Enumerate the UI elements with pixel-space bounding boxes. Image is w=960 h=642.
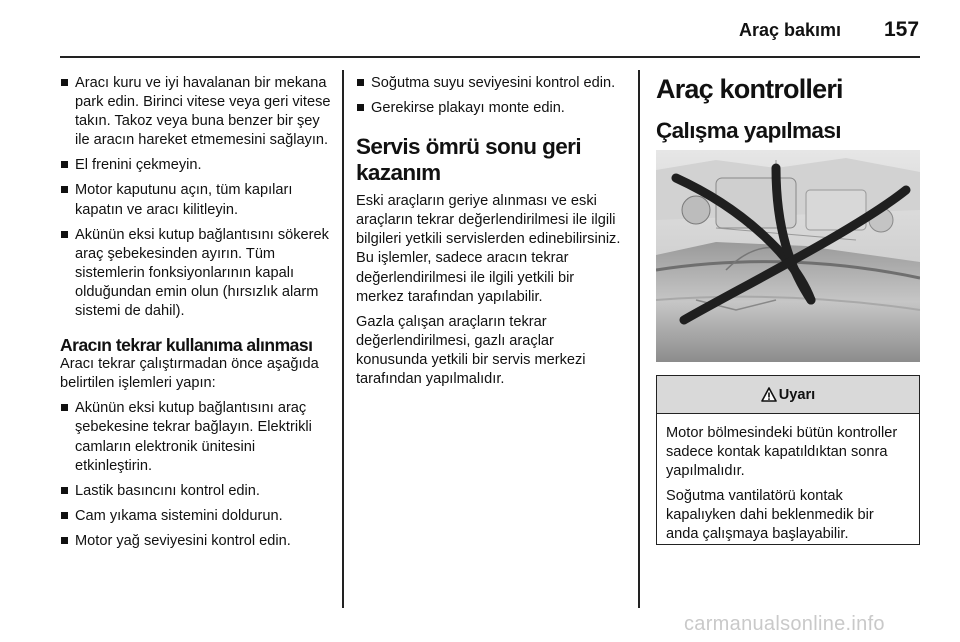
column-divider-right: [638, 70, 640, 608]
recommission-heading: Aracın tekrar kullanıma alınması: [60, 335, 313, 356]
list-item: Gerekirse plakayı monte edin.: [356, 99, 626, 118]
warning-box: [656, 375, 920, 545]
section-title: Araç bakımı: [739, 20, 842, 40]
list-item: El frenini çekmeyin.: [60, 156, 332, 175]
recommission-steps-list-continued: [356, 74, 626, 118]
warning-paragraph: Motor bölmesindeki bütün kontroller sadece kontak kapatıldıktan sonra yapılmalıdır.: [666, 425, 898, 480]
gas-vehicle-paragraph: Gazla çalışan araçların tekrar değerlendirilmesi, gazlı araçlar konusunda yetkili bir servis merkezi tarafından yapılmalıdır.: [356, 313, 586, 388]
recommission-steps-list: [60, 399, 332, 551]
column-divider-left: [342, 70, 344, 608]
page-header: [0, 0, 960, 56]
bullet-square-icon: [357, 104, 364, 111]
bullet-square-icon: [61, 487, 68, 494]
list-item: Lastik basıncını kontrol edin.: [60, 482, 332, 501]
list-item: Motor yağ seviyesini kontrol edin.: [60, 532, 332, 551]
vehicle-checks-title: Araç kontrolleri: [656, 74, 843, 104]
bullet-square-icon: [61, 231, 68, 238]
column-3: [656, 74, 920, 144]
list-item: Akünün eksi kutup bağlantısını araç şebekesine tekrar bağlayın. Elektrikli camların elektronik ünitesini etkinleştirin.: [60, 399, 332, 475]
recommission-intro: Aracı tekrar çalıştırmadan önce aşağıda belirtilen işlemleri yapın:: [60, 356, 319, 392]
warning-body: [657, 414, 919, 545]
site-watermark: carmanualsonline.info: [684, 613, 885, 635]
performing-work-subtitle: Çalışma yapılması: [656, 118, 841, 143]
warning-triangle-icon: [761, 387, 777, 403]
bullet-square-icon: [61, 404, 68, 411]
list-item: Aracı kuru ve iyi havalanan bir mekana park edin. Birinci vitese veya geri vitese takın. Takoz veya buna benzer bir şey ile aracın hareket etmemesini sağlayın.: [60, 74, 332, 150]
column-1: [60, 74, 332, 557]
end-of-life-paragraph: Eski araçların geriye alınması ve eski araçların tekrar değerlendirilmesi ile ilgili bilgileri yetkili servislerden edinebilirsiniz. Bu işlemler, sadece aracın tekrar değerlendirilmesi ile ilgili yetkili bir merkez tarafından yapılabilir.: [356, 193, 621, 305]
header-rule: [60, 56, 920, 58]
list-item: Cam yıkama sistemini doldurun.: [60, 507, 332, 526]
page-number: 157: [884, 18, 920, 41]
warning-header: [657, 376, 919, 414]
engine-bay-photo: [656, 150, 920, 362]
bullet-square-icon: [61, 186, 68, 193]
bullet-square-icon: [61, 161, 68, 168]
bullet-square-icon: [61, 537, 68, 544]
end-of-life-heading: Servis ömrü sonu geri kazanım: [356, 134, 581, 186]
warning-paragraph: Soğutma vantilatörü kontak kapalıyken dahi beklenmedik bir anda çalışmaya başlayabilir.: [666, 488, 874, 543]
bullet-square-icon: [357, 79, 364, 86]
bullet-square-icon: [61, 512, 68, 519]
list-item: Soğutma suyu seviyesini kontrol edin.: [356, 74, 626, 93]
warning-label: Uyarı: [778, 386, 816, 403]
storage-steps-list: [60, 74, 332, 321]
list-item: Akünün eksi kutup bağlantısını sökerek araç şebekesinden ayırın. Tüm sistemlerin fonksiyonlarının kapalı olduğundan emin olun (hırsızlık alarm sistemi de dahil).: [60, 226, 332, 321]
bullet-square-icon: [61, 79, 68, 86]
engine-bay-illustration: [656, 150, 920, 362]
list-item: Motor kaputunu açın, tüm kapıları kapatın ve aracı kilitleyin.: [60, 181, 332, 219]
column-2: [356, 74, 626, 395]
